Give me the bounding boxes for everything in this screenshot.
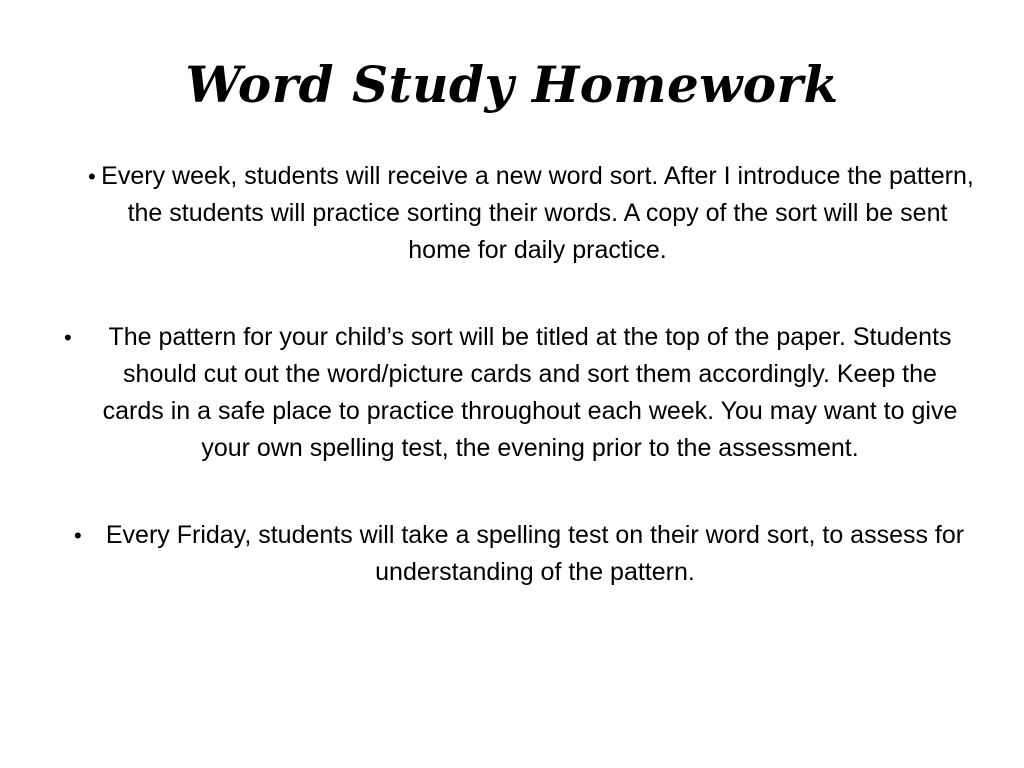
bullet-list [60,158,974,641]
bullet-item [60,517,970,591]
slide-title: Word Study Homework [185,55,839,114]
bullet-text: The pattern for your child’s sort will be titled at the top of the paper. Students should cut out the word/picture cards and sort them accordingly. Keep the cards in a safe place to practice throughout each week. You may want to give your own spelling test, the evening prior to the assessment. [102,323,958,462]
bullet-item [60,319,970,467]
bullet-text: Every week, students will receive a new word sort. After I introduce the pattern, the students will practice sorting their words. A copy of the sort will be sent home for daily practice. [101,162,974,264]
bullet-icon: • [88,164,96,189]
bullet-icon: • [74,523,82,548]
bullet-icon: • [64,325,72,350]
bullet-text: Every Friday, students will take a spelling test on their word sort, to assess for understanding of the pattern. [105,521,965,586]
bullet-item [60,158,975,269]
